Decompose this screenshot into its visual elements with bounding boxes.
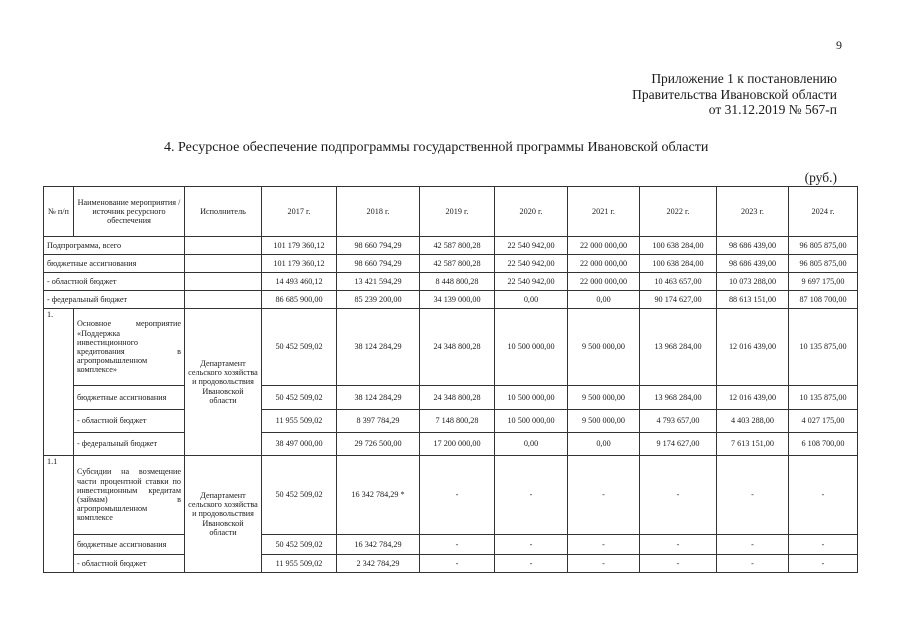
value-cell: 96 805 875,00	[789, 237, 858, 255]
header-name: Наименование мероприятия / источник ресурсного обеспечения	[74, 187, 185, 237]
value-cell: 2 342 784,29	[337, 555, 420, 573]
header-year: 2023 г.	[717, 187, 789, 237]
value-cell: 9 500 000,00	[568, 309, 640, 386]
value-cell: 38 497 000,00	[262, 433, 337, 456]
table-row	[44, 291, 858, 309]
table-row	[44, 535, 858, 555]
budget-table	[43, 186, 858, 573]
value-cell: -	[789, 535, 858, 555]
row-label: - областной бюджет	[74, 555, 185, 573]
value-cell: 50 452 509,02	[262, 456, 337, 535]
value-cell: 98 660 794,29	[337, 237, 420, 255]
value-cell: 6 108 700,00	[789, 433, 858, 456]
row-label: Подпрограмма, всего	[44, 237, 185, 255]
value-cell: 12 016 439,00	[717, 309, 789, 386]
row-label: - федеральный бюджет	[74, 433, 185, 456]
value-cell: 10 135 875,00	[789, 309, 858, 386]
value-cell: 38 124 284,29	[337, 309, 420, 386]
value-cell: 8 397 784,29	[337, 410, 420, 433]
value-cell: 38 124 284,29	[337, 386, 420, 410]
value-cell: 0,00	[495, 433, 568, 456]
value-cell: 22 000 000,00	[568, 273, 640, 291]
value-cell: 88 613 151,00	[717, 291, 789, 309]
value-cell: 10 073 288,00	[717, 273, 789, 291]
value-cell: 17 200 000,00	[420, 433, 495, 456]
value-cell: 9 500 000,00	[568, 386, 640, 410]
header-year: 2017 г.	[262, 187, 337, 237]
table-row	[44, 456, 858, 535]
header-executor: Исполнитель	[185, 187, 262, 237]
row-label: бюджетные ассигнования	[74, 535, 185, 555]
value-cell: 98 660 794,29	[337, 255, 420, 273]
value-cell: 9 174 627,00	[640, 433, 717, 456]
value-cell: -	[789, 456, 858, 535]
table-row	[44, 273, 858, 291]
value-cell: 24 348 800,28	[420, 386, 495, 410]
value-cell: 16 342 784,29 *	[337, 456, 420, 535]
value-cell: 13 968 284,00	[640, 386, 717, 410]
value-cell: 12 016 439,00	[717, 386, 789, 410]
value-cell: 85 239 200,00	[337, 291, 420, 309]
empty-executor-cell	[185, 291, 262, 309]
value-cell: 13 968 284,00	[640, 309, 717, 386]
value-cell: 86 685 900,00	[262, 291, 337, 309]
table-row	[44, 309, 858, 386]
row-label: - федеральный бюджет	[44, 291, 185, 309]
value-cell: 98 686 439,00	[717, 255, 789, 273]
value-cell: 101 179 360,12	[262, 237, 337, 255]
appendix-header	[632, 71, 837, 118]
value-cell: -	[495, 555, 568, 573]
value-cell: 0,00	[568, 291, 640, 309]
value-cell: 10 500 000,00	[495, 309, 568, 386]
value-cell: 87 108 700,00	[789, 291, 858, 309]
value-cell: 0,00	[568, 433, 640, 456]
value-cell: 50 452 509,02	[262, 535, 337, 555]
empty-executor-cell	[185, 255, 262, 273]
value-cell: 22 000 000,00	[568, 255, 640, 273]
table-row	[44, 237, 858, 255]
value-cell: 10 500 000,00	[495, 386, 568, 410]
table-row	[44, 386, 858, 410]
value-cell: 101 179 360,12	[262, 255, 337, 273]
value-cell: -	[640, 456, 717, 535]
value-cell: -	[717, 535, 789, 555]
value-cell: 4 793 657,00	[640, 410, 717, 433]
value-cell: 10 500 000,00	[495, 410, 568, 433]
value-cell: 100 638 284,00	[640, 255, 717, 273]
row-label: - областной бюджет	[44, 273, 185, 291]
value-cell: -	[640, 555, 717, 573]
value-cell: 7 148 800,28	[420, 410, 495, 433]
value-cell: -	[568, 535, 640, 555]
value-cell: 9 500 000,00	[568, 410, 640, 433]
value-cell: 90 174 627,00	[640, 291, 717, 309]
value-cell: 11 955 509,02	[262, 555, 337, 573]
value-cell: 100 638 284,00	[640, 237, 717, 255]
value-cell: 50 452 509,02	[262, 386, 337, 410]
value-cell: 7 613 151,00	[717, 433, 789, 456]
value-cell: 29 726 500,00	[337, 433, 420, 456]
value-cell: 13 421 594,29	[337, 273, 420, 291]
section-title: 4. Ресурсное обеспечение подпрограммы государственной программы Ивановской области	[164, 140, 709, 155]
row-label: Основное мероприятие «Поддержка инвестиционного кредитования в агропромышленном комплексе»	[74, 309, 185, 386]
value-cell: 22 540 942,00	[495, 255, 568, 273]
header-num: № п/п	[44, 187, 74, 237]
table-row	[44, 433, 858, 456]
value-cell: 34 139 000,00	[420, 291, 495, 309]
value-cell: 22 000 000,00	[568, 237, 640, 255]
value-cell: 0,00	[495, 291, 568, 309]
header-year: 2022 г.	[640, 187, 717, 237]
value-cell: 22 540 942,00	[495, 273, 568, 291]
value-cell: -	[495, 456, 568, 535]
appendix-line-1: Приложение 1 к постановлению	[651, 71, 837, 86]
value-cell: 50 452 509,02	[262, 309, 337, 386]
item-number: 1.	[44, 309, 74, 456]
empty-executor-cell	[185, 237, 262, 255]
value-cell: -	[420, 555, 495, 573]
value-cell: -	[568, 456, 640, 535]
value-cell: -	[640, 535, 717, 555]
value-cell: -	[495, 535, 568, 555]
value-cell: 14 493 460,12	[262, 273, 337, 291]
value-cell: 98 686 439,00	[717, 237, 789, 255]
value-cell: 42 587 800,28	[420, 237, 495, 255]
table-body	[44, 187, 858, 573]
value-cell: 96 805 875,00	[789, 255, 858, 273]
value-cell: -	[789, 555, 858, 573]
appendix-line-2: Правительства Ивановской области	[632, 86, 837, 102]
value-cell: 9 697 175,00	[789, 273, 858, 291]
header-year: 2024 г.	[789, 187, 858, 237]
executor-cell: Департамент сельского хозяйства и продовольствия Ивановской области	[185, 309, 262, 456]
value-cell: 11 955 509,02	[262, 410, 337, 433]
value-cell: -	[420, 456, 495, 535]
value-cell: 4 027 175,00	[789, 410, 858, 433]
header-year: 2020 г.	[495, 187, 568, 237]
table-row	[44, 410, 858, 433]
header-year: 2018 г.	[337, 187, 420, 237]
value-cell: -	[717, 555, 789, 573]
empty-executor-cell	[185, 273, 262, 291]
table-row	[44, 555, 858, 573]
row-label: бюджетные ассигнования	[74, 386, 185, 410]
value-cell: 16 342 784,29	[337, 535, 420, 555]
header-year: 2019 г.	[420, 187, 495, 237]
value-cell: 8 448 800,28	[420, 273, 495, 291]
value-cell: 4 403 288,00	[717, 410, 789, 433]
value-cell: -	[717, 456, 789, 535]
value-cell: 10 135 875,00	[789, 386, 858, 410]
row-label: - областной бюджет	[74, 410, 185, 433]
unit-label: (руб.)	[804, 170, 837, 185]
value-cell: 42 587 800,28	[420, 255, 495, 273]
value-cell: 24 348 800,28	[420, 309, 495, 386]
header-year: 2021 г.	[568, 187, 640, 237]
value-cell: 22 540 942,00	[495, 237, 568, 255]
row-label: бюджетные ассигнования	[44, 255, 185, 273]
item-number: 1.1	[44, 456, 74, 573]
value-cell: -	[568, 555, 640, 573]
page-number: 9	[836, 38, 842, 52]
executor-cell: Департамент сельского хозяйства и продовольствия Ивановской области	[185, 456, 262, 573]
value-cell: 10 463 657,00	[640, 273, 717, 291]
appendix-line-3: от 31.12.2019 № 567-п	[708, 102, 837, 117]
table-row	[44, 255, 858, 273]
row-label: Субсидии на возмещение части процентной ставки по инвестиционным кредитам (займам) в агропромышленном комплексе	[74, 456, 185, 535]
header-row	[44, 187, 858, 237]
value-cell: -	[420, 535, 495, 555]
